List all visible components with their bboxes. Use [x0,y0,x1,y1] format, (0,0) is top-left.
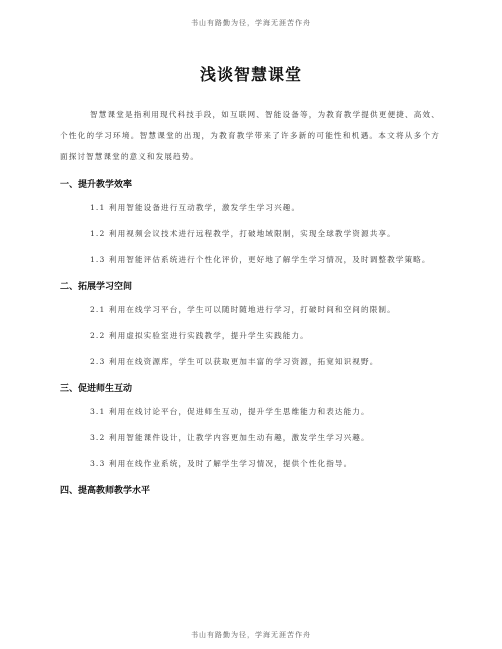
section-heading: 三、促进师生互动 [60,384,133,394]
section-heading: 四、提高教师教学水平 [60,486,151,496]
page-header: 书山有路勤为径，学海无涯苦作舟 [191,19,311,27]
page-footer: 书山有路勤为径，学海无涯苦作舟 [191,631,311,639]
list-item: 3.3 利用在线作业系统，及时了解学生学习情况，提供个性化指导。 [90,459,353,468]
section-heading: 二、拓展学习空间 [60,282,133,292]
list-item: 2.3 利用在线资源库，学生可以获取更加丰富的学习资源，拓宽知识视野。 [90,357,379,366]
intro-paragraph: 智慧课堂是指利用现代科技手段，如互联网、智能设备等，为教育教学提供更便捷、高效、个性化的学习环境。智慧课堂的出现，为教育教学带来了许多新的可能性和机遇。本文将从多个方面探讨智慧课堂的意义和发展趋势。 [60,110,440,161]
list-item: 1.1 利用智能设备进行互动教学，激发学生学习兴趣。 [90,203,301,212]
list-item: 1.3 利用智能评估系统进行个性化评价，更好地了解学生学习情况，及时调整教学策略。 [90,255,431,264]
list-item: 2.1 利用在线学习平台，学生可以随时随地进行学习，打破时间和空间的限制。 [90,305,396,314]
page-title: 浅谈智慧课堂 [199,65,302,84]
list-item: 3.1 利用在线讨论平台，促进师生互动，提升学生思维能力和表达能力。 [90,407,370,416]
section-heading: 一、提升教学效率 [60,180,133,190]
document-body [60,104,440,503]
list-item: 1.2 利用视频会议技术进行远程教学，打破地域限制，实现全球教学资源共享。 [90,229,396,238]
list-item: 3.2 利用智能课件设计，让教学内容更加生动有趣，激发学生学习兴趣。 [90,433,370,442]
list-item: 2.2 利用虚拟实验室进行实践教学，提升学生实践能力。 [90,331,309,340]
